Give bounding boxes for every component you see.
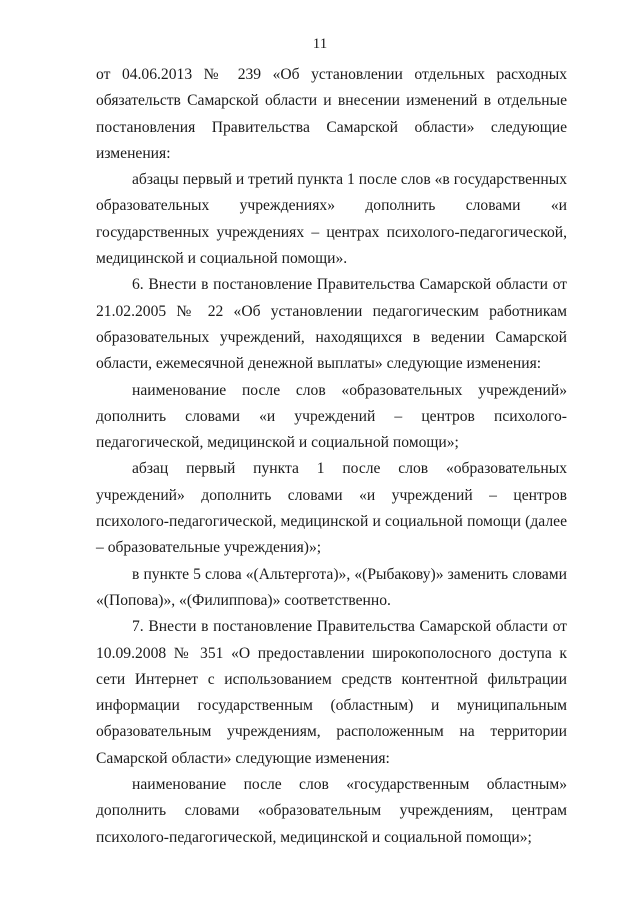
page-number: 11: [312, 36, 328, 52]
paragraph-item-6: 6. Внести в постановление Правительства Самарской области от 21.02.2005 № 22 «Об установлении педагогическим работникам образовательных учреждений, находящихся в ведении Самарской области, ежемесячной денежной выплаты» следующие изменения:: [96, 276, 567, 373]
paragraph-amendment-point-1: абзацы первый и третий пункта 1 после слов «в государственных образовательных учреждениях» дополнить словами «и государственных учреждениях – центрах психолого-педагогической, медицинской и социальной помощи».: [96, 171, 567, 268]
paragraph-title-amendment-2: наименование после слов «государственным областным» дополнить словами «образовательным учреждениям, центрам психолого-педагогической, медицинской и социальной помощи»;: [96, 776, 567, 846]
paragraph-item-7: 7. Внести в постановление Правительства Самарской области от 10.09.2008 № 351 «О предоставлении широкополосного доступа к сети Интернет с использованием средств контентной фильтрации информации государственным (областным) и муниципальным образовательным учреждениям, расположенным на территории Самарской области» следующие изменения:: [96, 618, 567, 767]
document-body: [96, 62, 567, 851]
paragraph-point-5-amendment: в пункте 5 слова «(Альтергота)», «(Рыбакову)» заменить словами «(Попова)», «(Филиппова)» соответственно.: [96, 565, 567, 609]
paragraph-resolution-continuation: от 04.06.2013 № 239 «Об установлении отдельных расходных обязательств Самарской области и внесении изменений в отдельные постановления Правительства Самарской области» следующие изменения:: [96, 66, 567, 162]
paragraph-title-amendment: наименование после слов «образовательных учреждений» дополнить словами «и учреждений – центров психолого-педагогической, медицинской и социальной помощи»;: [96, 381, 567, 452]
paragraph-point-1-amendment: абзац первый пункта 1 после слов «образовательных учреждений» дополнить словами «и учреждений – центров психолого-педагогической, медицинской и социальной помощи (далее – образовательные учреждения)»;: [96, 460, 567, 557]
